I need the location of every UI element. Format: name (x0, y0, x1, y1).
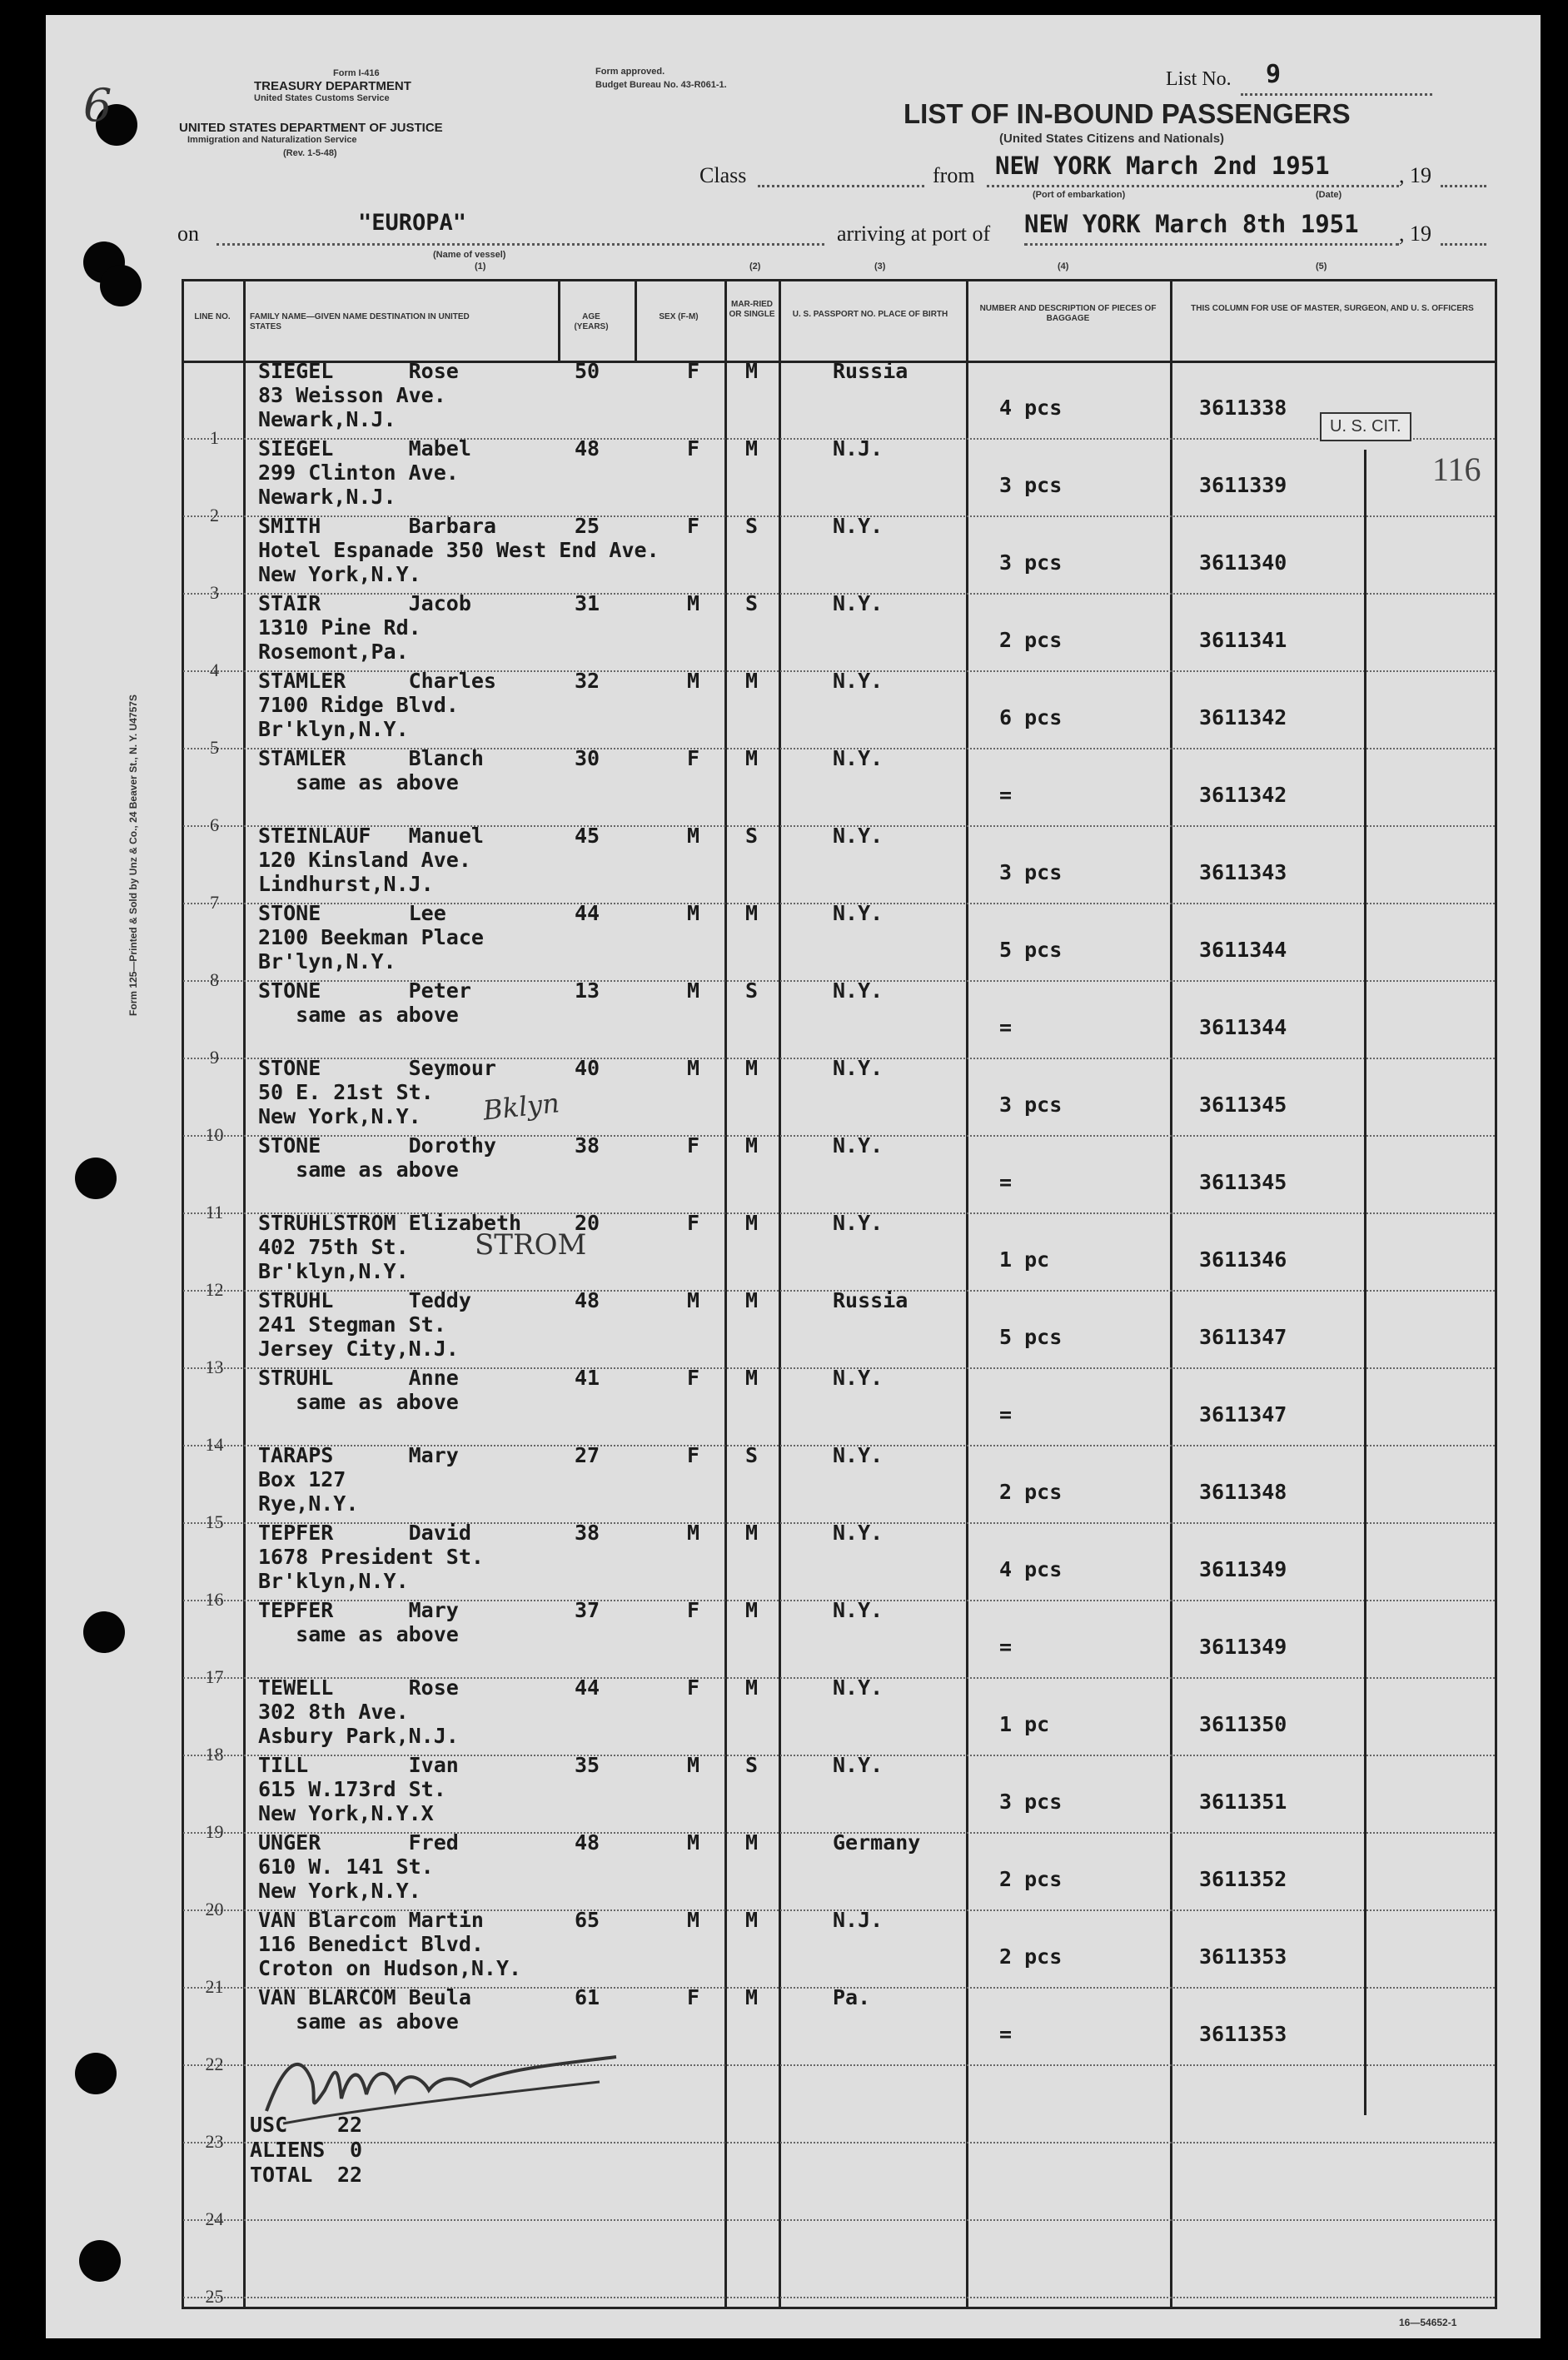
passenger-sex: M (687, 1908, 700, 1932)
line-number: 14 (205, 1434, 224, 1455)
budget-bureau: Budget Bureau No. 43-R061-1. (595, 80, 727, 90)
passenger-age: 65 (575, 1908, 600, 1932)
passenger-age: 40 (575, 1056, 600, 1080)
passenger-sex: F (687, 1366, 700, 1390)
officer-number: 3611349 (1199, 1557, 1287, 1581)
line-number: 19 (205, 1821, 224, 1842)
passenger-name: VAN BLARCOM Beula (258, 1985, 471, 2009)
officer-number: 3611344 (1199, 1015, 1287, 1039)
passenger-marital: M (745, 1056, 759, 1080)
baggage-count: 3 pcs (999, 860, 1063, 884)
passenger-birthplace: Germany (833, 1830, 921, 1855)
line-number: 22 (205, 2054, 224, 2074)
passenger-address: same as above (258, 1622, 459, 1646)
col-header-line: LINE NO. (194, 312, 231, 321)
passenger-address: 50 E. 21st St. (258, 1080, 434, 1104)
class-label: Class (699, 163, 747, 187)
line-number: 16 (205, 1589, 224, 1610)
arriving-year: , 19 (1399, 222, 1431, 246)
form-number: Form I-416 (333, 68, 380, 78)
line-number: 21 (205, 1976, 224, 1997)
passenger-sex: F (687, 1675, 700, 1700)
passenger-birthplace: N.Y. (833, 1443, 884, 1467)
passenger-name: SIEGEL Rose (258, 359, 459, 383)
baggage-count: 5 pcs (999, 938, 1063, 962)
passenger-address: 7100 Ridge Blvd. (258, 693, 459, 717)
officer-number: 3611353 (1199, 1944, 1287, 1969)
passenger-birthplace: N.Y. (833, 978, 884, 1003)
col-border (635, 279, 637, 361)
line-number: 7 (210, 892, 219, 913)
line-number: 13 (205, 1357, 224, 1377)
col-header-name: FAMILY NAME—GIVEN NAME DESTINATION IN UNITED STATES (250, 312, 470, 331)
baggage-count: = (999, 1402, 1013, 1426)
officer-number: 3611344 (1199, 938, 1287, 962)
passenger-marital: M (745, 436, 759, 461)
passenger-age: 41 (575, 1366, 600, 1390)
passenger-marital: S (745, 1443, 759, 1467)
passenger-birthplace: N.Y. (833, 1598, 884, 1622)
passenger-age: 38 (575, 1521, 600, 1545)
officer-number: 3611349 (1199, 1635, 1287, 1659)
passenger-name: STONE Peter (258, 978, 471, 1003)
passenger-sex: M (687, 591, 700, 615)
class-line (758, 185, 924, 187)
passenger-marital: S (745, 824, 759, 848)
passenger-sex: F (687, 1443, 700, 1467)
passenger-marital: S (745, 591, 759, 615)
baggage-count: 3 pcs (999, 550, 1063, 575)
passenger-city: Newark,N.J. (258, 485, 396, 509)
line-number: 15 (205, 1511, 224, 1532)
passenger-name: STRUHL Anne (258, 1366, 459, 1390)
col-border (966, 279, 968, 2309)
aliens-count: 0 (350, 2138, 363, 2162)
baggage-count: 4 pcs (999, 1557, 1063, 1581)
passenger-name: STONE Dorothy (258, 1133, 496, 1158)
from-year: , 19 (1399, 163, 1431, 187)
passenger-sex: M (687, 1521, 700, 1545)
passenger-sex: F (687, 746, 700, 770)
passenger-marital: M (745, 1211, 759, 1235)
col-border (779, 279, 781, 2309)
passenger-marital: M (745, 1675, 759, 1700)
passenger-age: 45 (575, 824, 600, 848)
passenger-marital: M (745, 1908, 759, 1932)
passenger-age: 35 (575, 1753, 600, 1777)
passenger-birthplace: N.Y. (833, 1521, 884, 1545)
baggage-count: = (999, 2022, 1013, 2046)
baggage-count: 3 pcs (999, 473, 1063, 497)
col-no-4: (4) (1058, 261, 1069, 271)
passenger-city: New York,N.Y. (258, 1879, 421, 1903)
passenger-age: 25 (575, 514, 600, 538)
passenger-birthplace: N.Y. (833, 901, 884, 925)
officer-number: 3611346 (1199, 1247, 1287, 1272)
passenger-city: Asbury Park,N.J. (258, 1724, 459, 1748)
revision: (Rev. 1-5-48) (283, 148, 337, 158)
passenger-address: 299 Clinton Ave. (258, 461, 459, 485)
passenger-age: 37 (575, 1598, 600, 1622)
arriving-value: NEW YORK March 8th 1951 (1024, 210, 1359, 238)
passenger-age: 20 (575, 1211, 600, 1235)
passenger-address: 1678 President St. (258, 1545, 484, 1569)
passenger-birthplace: N.J. (833, 436, 884, 461)
total-label: TOTAL (250, 2163, 313, 2187)
usc-label: USC (250, 2113, 288, 2137)
passenger-age: 13 (575, 978, 600, 1003)
passenger-address: same as above (258, 1003, 459, 1027)
passenger-sex: M (687, 1830, 700, 1855)
passenger-birthplace: N.J. (833, 1908, 884, 1932)
baggage-count: 4 pcs (999, 396, 1063, 420)
col-header-officers: THIS COLUMN FOR USE OF MASTER, SURGEON, AND U. S. OFFICERS (1191, 304, 1474, 313)
line-number: 6 (210, 814, 219, 835)
baggage-count: 3 pcs (999, 1093, 1063, 1117)
passenger-name: STAIR Jacob (258, 591, 471, 615)
passenger-name: STONE Seymour (258, 1056, 496, 1080)
passenger-birthplace: N.Y. (833, 1133, 884, 1158)
baggage-count: 2 pcs (999, 1867, 1063, 1891)
passenger-sex: F (687, 1133, 700, 1158)
corner-mark: 6 (83, 79, 112, 132)
baggage-count: = (999, 1635, 1013, 1659)
handwritten-strom: STROM (475, 1228, 587, 1262)
from-value: NEW YORK March 2nd 1951 (995, 152, 1330, 180)
line-number: 5 (210, 737, 219, 758)
passenger-address: same as above (258, 1158, 459, 1182)
list-no-label: List No. (1166, 68, 1232, 90)
officer-number: 3611342 (1199, 783, 1287, 807)
passenger-address: same as above (258, 770, 459, 794)
passenger-name: STONE Lee (258, 901, 446, 925)
passenger-address: 610 W. 141 St. (258, 1855, 434, 1879)
passenger-sex: F (687, 436, 700, 461)
aliens-label: ALIENS (250, 2138, 326, 2162)
passenger-sex: M (687, 669, 700, 693)
passenger-address: 1310 Pine Rd. (258, 615, 421, 640)
passenger-name: TEWELL Rose (258, 1675, 459, 1700)
officer-number: 3611348 (1199, 1480, 1287, 1504)
passenger-birthplace: N.Y. (833, 1211, 884, 1235)
passenger-address: Box 127 (258, 1467, 346, 1491)
passenger-name: STEINLAUF Manuel (258, 824, 484, 848)
officer-number: 3611345 (1199, 1093, 1287, 1117)
col-no-5: (5) (1316, 261, 1327, 271)
passenger-marital: M (745, 1366, 759, 1390)
passenger-age: 48 (575, 1288, 600, 1312)
passenger-marital: M (745, 1288, 759, 1312)
from-year-line (1441, 185, 1486, 187)
col-border (182, 279, 184, 2309)
line-number: 23 (205, 2131, 224, 2152)
passenger-name: STRUHL Teddy (258, 1288, 471, 1312)
passenger-birthplace: N.Y. (833, 1753, 884, 1777)
officer-number: 3611343 (1199, 860, 1287, 884)
passenger-marital: M (745, 746, 759, 770)
passenger-address: 615 W.173rd St. (258, 1777, 446, 1801)
line-number: 12 (205, 1279, 224, 1300)
passenger-age: 32 (575, 669, 600, 693)
passenger-age: 44 (575, 1675, 600, 1700)
justice-dept: UNITED STATES DEPARTMENT OF JUSTICE (179, 121, 443, 135)
line-number: 24 (205, 2208, 224, 2229)
col-border (243, 279, 246, 2309)
page-subtitle: (United States Citizens and Nationals) (999, 132, 1225, 146)
officer-number: 3611342 (1199, 705, 1287, 729)
passenger-city: Br'klyn,N.Y. (258, 717, 409, 741)
baggage-count: = (999, 1170, 1013, 1194)
passenger-name: TARAPS Mary (258, 1443, 459, 1467)
passenger-marital: M (745, 1598, 759, 1622)
passenger-birthplace: N.Y. (833, 669, 884, 693)
col-border (1170, 279, 1172, 2309)
vessel-line (217, 243, 824, 246)
passenger-city: Newark,N.J. (258, 407, 396, 431)
baggage-count: 1 pc (999, 1712, 1050, 1736)
passenger-birthplace: N.Y. (833, 746, 884, 770)
vessel-col-no: (1) (475, 261, 486, 271)
baggage-count: 6 pcs (999, 705, 1063, 729)
punch-hole (100, 265, 142, 306)
side-print: Form 125—Printed & Sold by Unz & Co., 24 Beaver St., N. Y. U4757S (127, 695, 139, 1016)
on-label: on (177, 222, 199, 246)
passenger-age: 50 (575, 359, 600, 383)
passenger-age: 48 (575, 436, 600, 461)
line-number: 20 (205, 1899, 224, 1919)
officer-number: 3611338 (1199, 396, 1287, 420)
line-number: 4 (210, 660, 219, 680)
list-no-line (1241, 93, 1432, 96)
col-border (558, 279, 560, 361)
passenger-marital: M (745, 1985, 759, 2009)
passenger-name: UNGER Fred (258, 1830, 459, 1855)
passenger-marital: M (745, 901, 759, 925)
passenger-name: TEPFER David (258, 1521, 471, 1545)
passenger-address: 302 8th Ave. (258, 1700, 409, 1724)
passenger-sex: M (687, 1056, 700, 1080)
table-top-border (182, 279, 1497, 281)
passenger-birthplace: Russia (833, 1288, 908, 1312)
passenger-city: Croton on Hudson,N.Y. (258, 1956, 522, 1980)
passenger-marital: M (745, 1521, 759, 1545)
col-header-baggage: NUMBER AND DESCRIPTION OF PIECES OF BAGGAGE (979, 304, 1157, 323)
officer-number: 3611352 (1199, 1867, 1287, 1891)
passenger-age: 31 (575, 591, 600, 615)
officer-number: 3611347 (1199, 1325, 1287, 1349)
baggage-count: = (999, 783, 1013, 807)
baggage-count: 3 pcs (999, 1790, 1063, 1814)
passenger-city: New York,N.Y. (258, 562, 421, 586)
officer-number: 3611353 (1199, 2022, 1287, 2046)
page-number: 116 (1432, 451, 1481, 488)
officer-number: 3611339 (1199, 473, 1287, 497)
line-number: 3 (210, 582, 219, 603)
passenger-city: New York,N.Y.X (258, 1801, 434, 1825)
passenger-name: SIEGEL Mabel (258, 436, 471, 461)
list-no-value: 9 (1266, 60, 1282, 89)
col-no-2: (2) (749, 261, 761, 271)
passenger-birthplace: N.Y. (833, 514, 884, 538)
arriving-label: arriving at port of (837, 222, 991, 246)
passenger-address: same as above (258, 2009, 459, 2034)
col-no-3: (3) (874, 261, 886, 271)
line-number: 25 (205, 2286, 224, 2307)
line-number: 11 (205, 1202, 224, 1222)
citizen-bracket (1364, 450, 1366, 2115)
line-number: 10 (205, 1124, 224, 1145)
baggage-count: 2 pcs (999, 1944, 1063, 1969)
passenger-sex: M (687, 901, 700, 925)
passenger-name: TEPFER Mary (258, 1598, 459, 1622)
passenger-birthplace: Pa. (833, 1985, 871, 2009)
passenger-age: 27 (575, 1443, 600, 1467)
footer-code: 16—54652-1 (1399, 2317, 1457, 2328)
col-header-sex: SEX (F-M) (659, 312, 699, 321)
ins-service: Immigration and Naturalization Service (187, 135, 357, 145)
row-divider (183, 2219, 1495, 2221)
baggage-count: 2 pcs (999, 1480, 1063, 1504)
passenger-address: 402 75th St. (258, 1235, 409, 1259)
vessel-caption: (Name of vessel) (433, 250, 506, 260)
passenger-age: 30 (575, 746, 600, 770)
passenger-marital: M (745, 1830, 759, 1855)
passenger-sex: M (687, 1288, 700, 1312)
officer-signature (250, 2032, 683, 2132)
line-number: 1 (210, 427, 219, 448)
passenger-age: 44 (575, 901, 600, 925)
line-number: 2 (210, 505, 219, 525)
passenger-marital: S (745, 1753, 759, 1777)
passenger-sex: M (687, 824, 700, 848)
passenger-sex: M (687, 978, 700, 1003)
passenger-city: Br'lyn,N.Y. (258, 949, 396, 973)
officer-number: 3611341 (1199, 628, 1287, 652)
passenger-name: TILL Ivan (258, 1753, 459, 1777)
passenger-sex: F (687, 359, 700, 383)
punch-hole (83, 1611, 125, 1653)
officer-number: 3611351 (1199, 1790, 1287, 1814)
baggage-count: 5 pcs (999, 1325, 1063, 1349)
passenger-sex: F (687, 1211, 700, 1235)
handwritten-bklyn: Bklyn (481, 1087, 561, 1127)
line-number: 17 (205, 1666, 224, 1687)
us-cit-stamp: U. S. CIT. (1320, 412, 1411, 441)
passenger-marital: M (745, 359, 759, 383)
passenger-address: 2100 Beekman Place (258, 925, 484, 949)
passenger-city: Jersey City,N.J. (258, 1337, 459, 1361)
total-count: 22 (337, 2163, 363, 2187)
arriving-line (1024, 243, 1399, 246)
punch-hole (75, 2053, 117, 2094)
page-title: LIST OF IN-BOUND PASSENGERS (903, 98, 1351, 129)
passenger-city: New York,N.Y. (258, 1104, 421, 1128)
passenger-sex: M (687, 1753, 700, 1777)
passenger-name: STAMLER Blanch (258, 746, 484, 770)
passenger-address: 83 Weisson Ave. (258, 383, 446, 407)
line-number: 9 (210, 1047, 219, 1068)
passenger-age: 61 (575, 1985, 600, 2009)
passenger-name: SMITH Barbara (258, 514, 496, 538)
col-header-age: AGE (YEARS) (574, 312, 609, 331)
passenger-name: STRUHLSTROM Elizabeth (258, 1211, 522, 1235)
officer-number: 3611350 (1199, 1712, 1287, 1736)
punch-hole (75, 1158, 117, 1199)
officer-number: 3611345 (1199, 1170, 1287, 1194)
port-embark-caption: (Port of embarkation) (1033, 190, 1126, 200)
col-border (724, 279, 727, 2309)
arriving-year-line (1441, 243, 1486, 246)
passenger-address: 241 Stegman St. (258, 1312, 446, 1337)
from-line (987, 185, 1399, 187)
baggage-count: 1 pc (999, 1247, 1050, 1272)
treasury-dept: TREASURY DEPARTMENT (254, 79, 411, 93)
passenger-sex: F (687, 1598, 700, 1622)
customs-service: United States Customs Service (254, 93, 390, 103)
date-caption: (Date) (1316, 190, 1342, 200)
from-label: from (933, 163, 975, 187)
passenger-birthplace: N.Y. (833, 1675, 884, 1700)
passenger-birthplace: Russia (833, 359, 908, 383)
vessel-name: "EUROPA" (358, 210, 467, 236)
baggage-count: = (999, 1015, 1013, 1039)
officer-number: 3611340 (1199, 550, 1287, 575)
passenger-name: VAN Blarcom Martin (258, 1908, 484, 1932)
passenger-address: same as above (258, 1390, 459, 1414)
passenger-sex: F (687, 514, 700, 538)
row-divider (183, 2142, 1495, 2143)
passenger-city: Lindhurst,N.J. (258, 872, 434, 896)
officer-number: 3611347 (1199, 1402, 1287, 1426)
passenger-birthplace: N.Y. (833, 824, 884, 848)
passenger-marital: S (745, 978, 759, 1003)
col-header-married: MAR-RIED OR SINGLE (729, 300, 775, 319)
line-number: 8 (210, 969, 219, 990)
passenger-city: Rye,N.Y. (258, 1491, 359, 1516)
passenger-marital: M (745, 669, 759, 693)
passenger-name: STAMLER Charles (258, 669, 496, 693)
passenger-sex: F (687, 1985, 700, 2009)
passenger-age: 38 (575, 1133, 600, 1158)
passenger-age: 48 (575, 1830, 600, 1855)
passenger-city: Br'klyn,N.Y. (258, 1569, 409, 1593)
passenger-address: 116 Benedict Blvd. (258, 1932, 484, 1956)
passenger-address: 120 Kinsland Ave. (258, 848, 471, 872)
passenger-birthplace: N.Y. (833, 591, 884, 615)
line-number: 18 (205, 1744, 224, 1765)
form-approved: Form approved. (595, 67, 665, 77)
passenger-city: Rosemont,Pa. (258, 640, 409, 664)
punch-hole (79, 2240, 121, 2282)
passenger-address: Hotel Espanade 350 West End Ave. (258, 538, 660, 562)
usc-count: 22 (337, 2113, 363, 2137)
col-header-passport: U. S. PASSPORT NO. PLACE OF BIRTH (792, 310, 948, 319)
col-border (1495, 279, 1497, 2309)
baggage-count: 2 pcs (999, 628, 1063, 652)
row-divider (183, 2297, 1495, 2298)
passenger-city: Br'klyn,N.Y. (258, 1259, 409, 1283)
passenger-marital: S (745, 514, 759, 538)
table-bottom-border (182, 2307, 1497, 2309)
passenger-birthplace: N.Y. (833, 1366, 884, 1390)
passenger-birthplace: N.Y. (833, 1056, 884, 1080)
passenger-marital: M (745, 1133, 759, 1158)
